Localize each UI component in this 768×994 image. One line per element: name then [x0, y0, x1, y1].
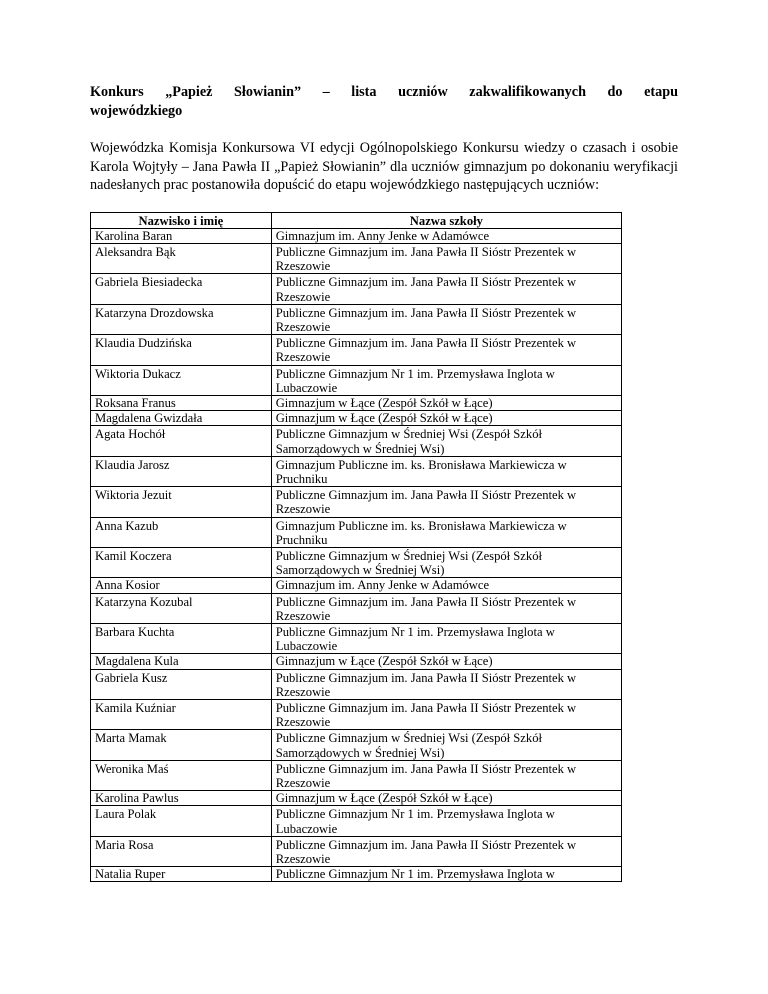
school-name-cell: Publiczne Gimnazjum w Średniej Wsi (Zespół Szkół Samorządowych w Średniej Wsi) — [271, 547, 621, 577]
school-name-cell: Gimnazjum im. Anny Jenke w Adamówce — [271, 228, 621, 243]
student-name-cell: Aleksandra Bąk — [91, 243, 272, 273]
school-name-cell: Gimnazjum w Łące (Zespół Szkół w Łące) — [271, 395, 621, 410]
school-name-cell: Gimnazjum w Łące (Zespół Szkół w Łące) — [271, 411, 621, 426]
table-row — [91, 517, 622, 547]
student-name-cell: Gabriela Kusz — [91, 669, 272, 699]
school-name-cell: Publiczne Gimnazjum Nr 1 im. Przemysława Inglota w Lubaczowie — [271, 365, 621, 395]
table-row — [91, 654, 622, 669]
school-name-cell: Publiczne Gimnazjum im. Jana Pawła II Sióstr Prezentek w Rzeszowie — [271, 243, 621, 273]
table-row — [91, 547, 622, 577]
title-line-1 — [90, 83, 678, 102]
header-name: Nazwisko i imię — [91, 212, 272, 228]
document-page — [90, 83, 678, 882]
title-word: lista — [351, 84, 377, 100]
title-word: – — [322, 84, 330, 100]
student-name-cell: Klaudia Jarosz — [91, 456, 272, 486]
table-row — [91, 669, 622, 699]
title-word: do — [607, 84, 623, 100]
table-row — [91, 760, 622, 790]
school-name-cell: Publiczne Gimnazjum Nr 1 im. Przemysława Inglota w — [271, 867, 621, 882]
student-name-cell: Kamil Koczera — [91, 547, 272, 577]
student-name-cell: Magdalena Kula — [91, 654, 272, 669]
school-name-cell: Publiczne Gimnazjum im. Jana Pawła II Sióstr Prezentek w Rzeszowie — [271, 487, 621, 517]
title-word: uczniów — [398, 84, 448, 100]
school-name-cell: Publiczne Gimnazjum im. Jana Pawła II Sióstr Prezentek w Rzeszowie — [271, 760, 621, 790]
school-name-cell: Publiczne Gimnazjum im. Jana Pawła II Sióstr Prezentek w Rzeszowie — [271, 304, 621, 334]
table-row — [91, 836, 622, 866]
table-body — [91, 228, 622, 882]
student-name-cell: Anna Kazub — [91, 517, 272, 547]
table-row — [91, 411, 622, 426]
title-word: „Papież — [165, 84, 213, 100]
title-word: etapu — [644, 84, 678, 100]
students-table — [90, 212, 622, 883]
table-row — [91, 623, 622, 653]
student-name-cell: Agata Hochół — [91, 426, 272, 456]
school-name-cell: Publiczne Gimnazjum im. Jana Pawła II Sióstr Prezentek w Rzeszowie — [271, 335, 621, 365]
school-name-cell: Publiczne Gimnazjum Nr 1 im. Przemysława Inglota w Lubaczowie — [271, 806, 621, 836]
school-name-cell: Publiczne Gimnazjum Nr 1 im. Przemysława Inglota w Lubaczowie — [271, 623, 621, 653]
school-name-cell: Gimnazjum Publiczne im. ks. Bronisława Markiewicza w Pruchniku — [271, 456, 621, 486]
table-row — [91, 791, 622, 806]
student-name-cell: Marta Mamak — [91, 730, 272, 760]
table-row — [91, 243, 622, 273]
table-row — [91, 395, 622, 410]
student-name-cell: Natalia Ruper — [91, 867, 272, 882]
table-row — [91, 228, 622, 243]
student-name-cell: Barbara Kuchta — [91, 623, 272, 653]
school-name-cell: Publiczne Gimnazjum w Średniej Wsi (Zespół Szkół Samorządowych w Średniej Wsi) — [271, 730, 621, 760]
table-row — [91, 365, 622, 395]
school-name-cell: Publiczne Gimnazjum im. Jana Pawła II Sióstr Prezentek w Rzeszowie — [271, 700, 621, 730]
title-word: Słowianin” — [234, 84, 302, 100]
table-row — [91, 867, 622, 882]
header-school: Nazwa szkoły — [271, 212, 621, 228]
table-row — [91, 578, 622, 593]
table-row — [91, 274, 622, 304]
student-name-cell: Klaudia Dudzińska — [91, 335, 272, 365]
student-name-cell: Roksana Franus — [91, 395, 272, 410]
title-word: zakwalifikowanych — [469, 84, 586, 100]
school-name-cell: Gimnazjum im. Anny Jenke w Adamówce — [271, 578, 621, 593]
table-row — [91, 304, 622, 334]
table-row — [91, 487, 622, 517]
table-header-row — [91, 212, 622, 228]
document-title — [90, 83, 678, 121]
table-row — [91, 456, 622, 486]
student-name-cell: Karolina Pawlus — [91, 791, 272, 806]
table-row — [91, 335, 622, 365]
student-name-cell: Katarzyna Drozdowska — [91, 304, 272, 334]
student-name-cell: Gabriela Biesiadecka — [91, 274, 272, 304]
table-row — [91, 593, 622, 623]
school-name-cell: Publiczne Gimnazjum im. Jana Pawła II Sióstr Prezentek w Rzeszowie — [271, 669, 621, 699]
table-row — [91, 700, 622, 730]
student-name-cell: Maria Rosa — [91, 836, 272, 866]
school-name-cell: Publiczne Gimnazjum im. Jana Pawła II Sióstr Prezentek w Rzeszowie — [271, 593, 621, 623]
school-name-cell: Publiczne Gimnazjum w Średniej Wsi (Zespół Szkół Samorządowych w Średniej Wsi) — [271, 426, 621, 456]
student-name-cell: Anna Kosior — [91, 578, 272, 593]
student-name-cell: Weronika Maś — [91, 760, 272, 790]
school-name-cell: Publiczne Gimnazjum im. Jana Pawła II Sióstr Prezentek w Rzeszowie — [271, 836, 621, 866]
student-name-cell: Katarzyna Kozubal — [91, 593, 272, 623]
title-word: Konkurs — [90, 84, 144, 100]
student-name-cell: Laura Polak — [91, 806, 272, 836]
table-row — [91, 806, 622, 836]
student-name-cell: Wiktoria Jezuit — [91, 487, 272, 517]
student-name-cell: Magdalena Gwizdała — [91, 411, 272, 426]
student-name-cell: Kamila Kuźniar — [91, 700, 272, 730]
intro-paragraph: Wojewódzka Komisja Konkursowa VI edycji Ogólnopolskiego Konkursu wiedzy o czasach i osobie Karola Wojtyły – Jana Pawła II „Papież Słowianin” dla uczniów gimnazjum po dokonaniu weryfikacji nadesłanych prac postanowiła dopuścić do etapu wojewódzkiego następujących uczniów: — [90, 140, 678, 193]
school-name-cell: Publiczne Gimnazjum im. Jana Pawła II Sióstr Prezentek w Rzeszowie — [271, 274, 621, 304]
table-row — [91, 426, 622, 456]
table-row — [91, 730, 622, 760]
student-name-cell: Karolina Baran — [91, 228, 272, 243]
title-line-2: wojewódzkiego — [90, 103, 183, 119]
school-name-cell: Gimnazjum Publiczne im. ks. Bronisława Markiewicza w Pruchniku — [271, 517, 621, 547]
school-name-cell: Gimnazjum w Łące (Zespół Szkół w Łące) — [271, 654, 621, 669]
student-name-cell: Wiktoria Dukacz — [91, 365, 272, 395]
school-name-cell: Gimnazjum w Łące (Zespół Szkół w Łące) — [271, 791, 621, 806]
